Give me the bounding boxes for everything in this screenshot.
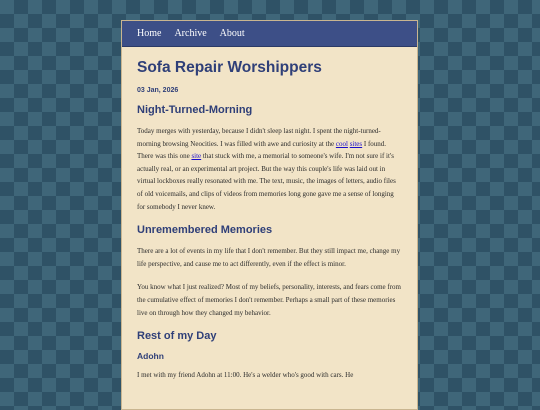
nav-home-link[interactable]: Home xyxy=(137,28,162,39)
page-container xyxy=(121,20,418,410)
subheading-adohn: Adohn xyxy=(137,351,164,362)
text-run: that stuck with me, a memorial to someone's wife. I'm not sure if it's actually real, or an experimental art project. But the way this couple's life was laid out in virtual lockboxes really resonated with me. The text, music, the images of letters, audio files of old voicemails, and clips of videos from memories long gone gave me a sense of longing for somebody I never knew. xyxy=(137,152,396,211)
paragraph-night xyxy=(137,125,402,213)
sites-link[interactable]: sites xyxy=(349,139,363,148)
top-nav xyxy=(122,21,417,47)
text-run: Today merges with yesterday, because I didn't sleep last night. I spent the night-turned-morning browsing Neocities. I was filled with awe and curiosity at the xyxy=(137,127,381,148)
site-link[interactable]: site xyxy=(191,152,202,161)
section-heading-memories: Unremembered Memories xyxy=(137,224,273,237)
section-heading-night: Night-Turned-Morning xyxy=(137,104,253,116)
post-content xyxy=(122,47,417,382)
nav-archive-link[interactable]: Archive xyxy=(174,28,207,39)
post-title: Sofa Repair Worshippers xyxy=(137,59,322,76)
paragraph-memories-1: There are a lot of events in my life that I don't remember. But they still impact me, change my life perspective, and cause me to act differently, even if the effect is minor. xyxy=(137,247,401,268)
paragraph-adohn: I met with my friend Adohn at 11:00. He's a welder who's good with cars. He xyxy=(137,371,354,380)
text-run: I found. There was this one xyxy=(137,139,387,161)
post-date: 03 Jan, 2026 xyxy=(137,87,179,94)
nav-about-link[interactable]: About xyxy=(219,28,245,39)
cool-link[interactable]: cool xyxy=(335,139,348,148)
paragraph-memories-2: You know what I just realized? Most of my beliefs, personality, interests, and fears come from the cumulative effect of memories I don't remember. Perhaps a small part of these memories live on through how they changed my behavior. xyxy=(137,283,401,317)
section-heading-rest: Rest of my Day xyxy=(137,330,217,343)
